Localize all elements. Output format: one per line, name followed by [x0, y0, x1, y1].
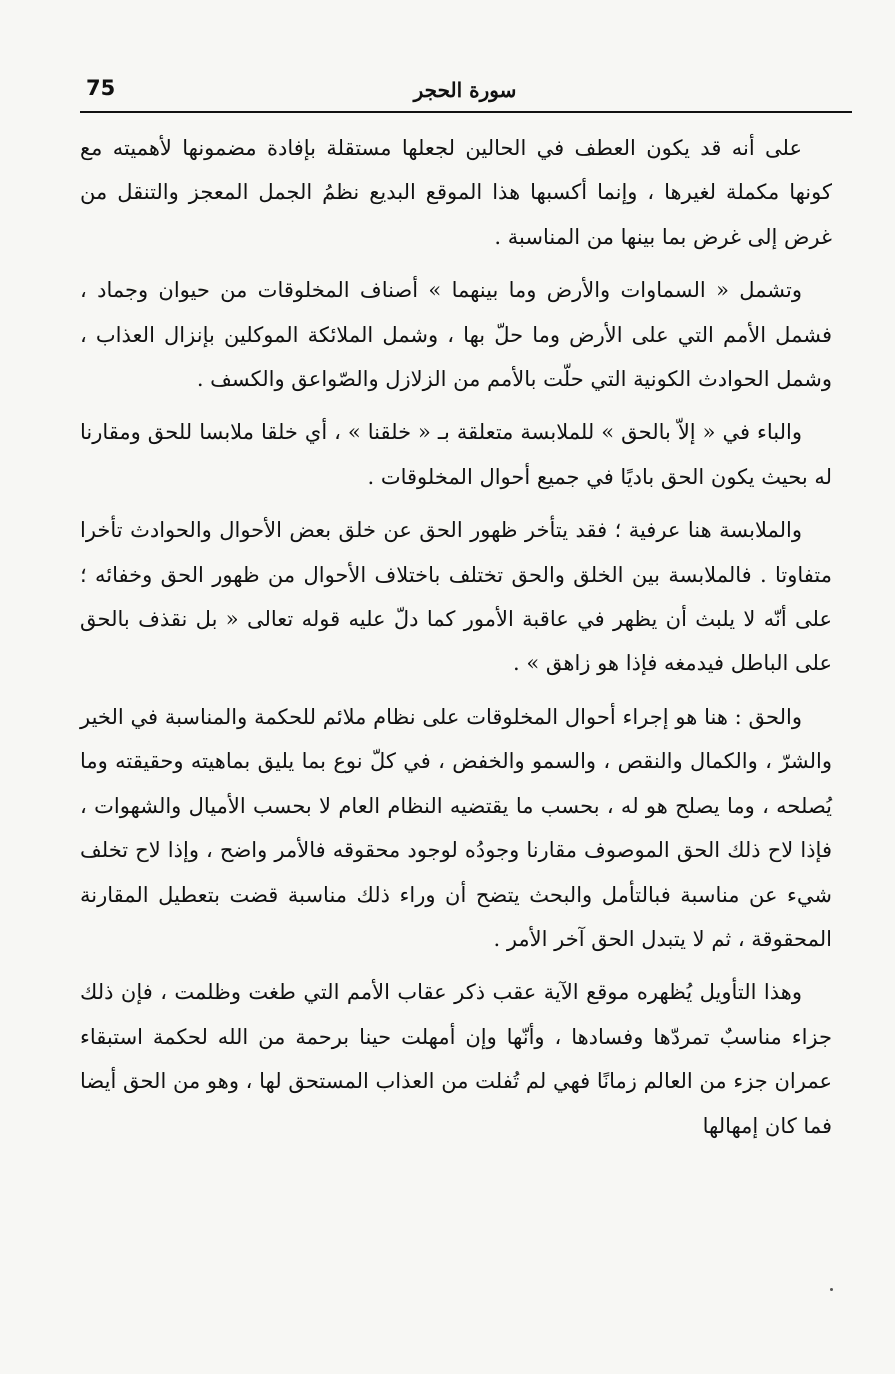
page-number: 75: [86, 76, 116, 100]
paragraph-3: والباء في « إلاّ بالحق » للملابسة متعلقة بـ « خلقنا » ، أي خلقا ملابسا للحق ومقارنا له بحيث يكون الحق باديًا في جميع أحوال المخلوقات .: [80, 420, 832, 489]
paragraph-5: والحق : هنا هو إجراء أحوال المخلوقات على نظام ملائم للحكمة والمناسبة في الخير والشرّ ، والكمال والنقص ، والسمو والخفض ، في كلّ نوع بما يليق بماهيته وحقيقته وما يُصلحه ، وما يصلح هو له ، بحسب ما يقتضيه النظام العام لا بحسب الأميال والشهوات ، فإذا لاح ذلك الحق الموصوف مقارنا وجودُه لوجود محقوقه فالأمر واضح ، وإذا لاح تخلف شيء عن مناسبة فبالتأمل والبحث يتضح أن وراء ذلك مناسبة قضت بتعطيل المقارنة المحقوقة ، ثم لا يتبدل الحق آخر الأمر .: [80, 704, 832, 951]
header-rule: [80, 111, 852, 113]
paragraph-4: والملابسة هنا عرفية ؛ فقد يتأخر ظهور الحق عن خلق بعض الأحوال والحوادث تأخرا متفاوتا . فالملابسة بين الخلق والحق تختلف باختلاف الأحوال من ظهور الحق وخفائه ؛ على أنّه لا يلبث أن يظهر في عاقبة الأمور كما دلّ عليه قوله تعالى « بل نقذف بالحق على الباطل فيدمغه فإذا هو زاهق » .: [80, 518, 832, 676]
page-header: [80, 72, 850, 108]
scan-speck: [830, 1288, 833, 1291]
paragraph-2: وتشمل « السماوات والأرض وما بينهما » أصناف المخلوقات من حيوان وجماد ، فشمل الأمم التي على الأرض وما حلّ بها ، وشمل الملائكة الموكلين بإنزال العذاب ، وشمل الحوادث الكونية التي حلّت بالأمم من الزلازل والصّواعق والكسف .: [80, 278, 832, 392]
body-text: [80, 126, 832, 1148]
paragraph-1: على أنه قد يكون العطف في الحالين لجعلها مستقلة بإفادة مضمونها لأهميته مع كونها مكملة لغيرها ، وإنما أكسبها هذا الموقع البديع نظمُ الجمل المعجز والتنقل من غرض إلى غرض بما بينها من المناسبة .: [80, 136, 832, 249]
paragraph-6: وهذا التأويل يُظهره موقع الآية عقب ذكر عقاب الأمم التي طغت وظلمت ، فإن ذلك جزاء مناسبٌ تمردّها وفسادها ، وأنّها وإن أمهلت حينا برحمة من الله لحكمة استبقاء عمران جزء من العالم زمانًا فهي لم تُفلت من العذاب المستحق لها ، وهو من الحق أيضا فما كان إمهالها: [80, 980, 832, 1138]
running-title: سورة الحجر: [413, 78, 517, 102]
